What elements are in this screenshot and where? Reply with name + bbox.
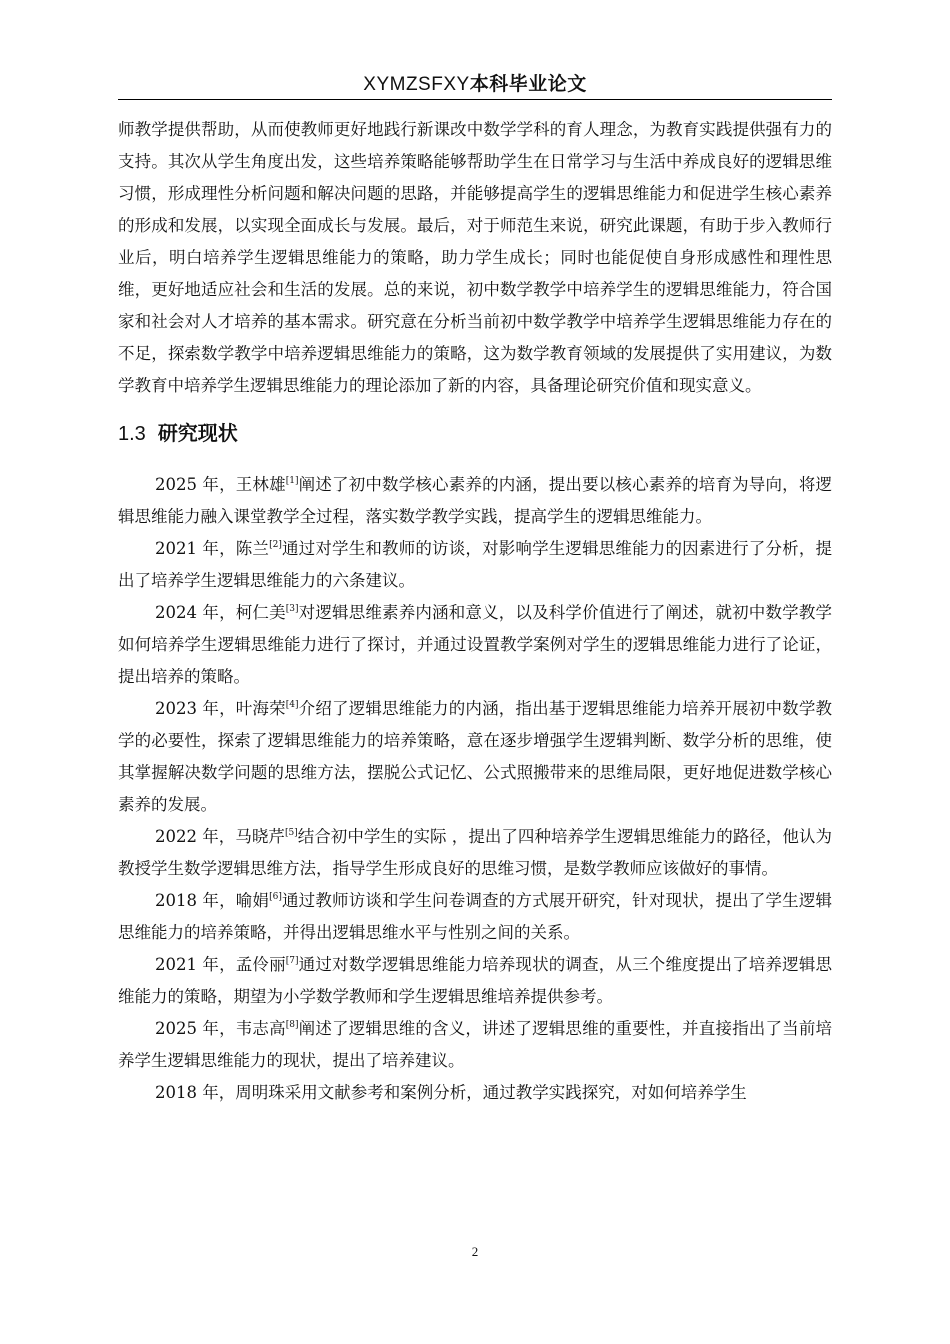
- review-lead: 2025 年，王林雄: [155, 475, 286, 494]
- section-number: 1.3: [118, 423, 146, 445]
- review-lead: 2021 年，陈兰: [155, 539, 270, 558]
- page-body: [118, 114, 832, 1109]
- review-lead: 2023 年，叶海荣: [155, 699, 286, 718]
- review-text: 结合初中学生的实际 ，提出了四种培养学生逻辑思维能力的路径，他认为教授学生数学逻辑思维方法，指导学生形成良好的思维习惯，是数学教师应该做好的事情。: [118, 827, 832, 878]
- citation-ref[interactable]: [1]: [285, 476, 299, 486]
- review-lead: 2025 年，韦志高: [155, 1019, 286, 1038]
- review-text: 阐述了初中数学核心素养的内涵，提出要以核心素养的培育为导向，将逻辑思维能力融入课堂教学全过程，落实数学教学实践，提高学生的逻辑思维能力。: [118, 475, 832, 526]
- citation-ref[interactable]: [2]: [269, 540, 282, 550]
- review-lead: 2018 年，周明珠采用文献参考和案例分析，通过教学实践探究，对如何培养学生: [155, 1083, 747, 1102]
- review-paragraph: [118, 597, 832, 693]
- section-title: 研究现状: [157, 421, 238, 445]
- review-lead: 2022 年，马晓芹: [155, 827, 285, 846]
- citation-ref[interactable]: [5]: [284, 828, 298, 838]
- citation-ref[interactable]: [7]: [285, 956, 299, 966]
- header-title: 本科毕业论文: [469, 73, 587, 95]
- header-code: XYMZSFXY: [363, 74, 470, 95]
- review-text: 通过对数学逻辑思维能力培养现状的调查，从三个维度提出了培养逻辑思维能力的策略，期望为小学数学教师和学生逻辑思维培养提供参考。: [118, 955, 832, 1006]
- review-paragraph: [118, 533, 832, 597]
- citation-ref[interactable]: [6]: [269, 892, 282, 902]
- review-paragraph: [118, 1013, 832, 1077]
- review-paragraph: [118, 949, 832, 1013]
- intro-paragraph: 师教学提供帮助，从而使教师更好地践行新课改中数学学科的育人理念，为教育实践提供强有力的支持。其次从学生角度出发，这些培养策略能够帮助学生在日常学习与生活中养成良好的逻辑思维习惯，形成理性分析问题和解决问题的思路，并能够提高学生的逻辑思维能力和促进学生核心素养的形成和发展，以实现全面成长与发展。最后，对于师范生来说，研究此课题，有助于步入教师行业后，明白培养学生逻辑思维能力的策略，助力学生成长；同时也能促使自身形成感性和理性思维，更好地适应社会和生活的发展。总的来说，初中数学教学中培养学生的逻辑思维能力，符合国家和社会对人才培养的基本需求。研究意在分析当前初中数学教学中培养学生逻辑思维能力存在的不足，探索数学教学中培养逻辑思维能力的策略，这为数学教育领域的发展提供了实用建议，为数学教育中培养学生逻辑思维能力的理论添加了新的内容，具备理论研究价值和现实意义。: [118, 120, 832, 395]
- review-lead: 2018 年，喻娟: [155, 891, 270, 910]
- review-lead: 2024 年，柯仁美: [155, 603, 286, 622]
- review-paragraph: [118, 469, 832, 533]
- review-text: 对逻辑思维素养内涵和意义，以及科学价值进行了阐述，就初中数学教学如何培养学生逻辑思维能力进行了探讨，并通过设置教学案例对学生的逻辑思维能力进行了论证，提出培养的策略。: [118, 603, 832, 686]
- section-heading: [118, 416, 832, 451]
- page-header: [118, 70, 832, 100]
- review-paragraph: [118, 885, 832, 949]
- review-text: 介绍了逻辑思维能力的内涵，指出基于逻辑思维能力培养开展初中数学教学的必要性，探索了逻辑思维能力的培养策略，意在逐步增强学生逻辑判断、数学分析的思维，使其掌握解决数学问题的思维方法，摆脱公式记忆、公式照搬带来的思维局限，更好地促进数学核心素养的发展。: [118, 699, 832, 814]
- page-number: 2: [471, 1244, 479, 1259]
- review-text: 阐述了逻辑思维的含义，讲述了逻辑思维的重要性，并直接指出了当前培养学生逻辑思维能力的现状，提出了培养建议。: [118, 1019, 832, 1070]
- review-lead: 2021 年，孟伶丽: [155, 955, 286, 974]
- review-text: 通过对学生和教师的访谈，对影响学生逻辑思维能力的因素进行了分析，提出了培养学生逻辑思维能力的六条建议。: [118, 539, 832, 590]
- citation-ref[interactable]: [4]: [285, 700, 299, 710]
- review-text: 通过教师访谈和学生问卷调查的方式展开研究，针对现状，提出了学生逻辑思维能力的培养策略，并得出逻辑思维水平与性别之间的关系。: [118, 891, 832, 942]
- review-paragraph: [118, 1077, 832, 1109]
- citation-ref[interactable]: [8]: [285, 1020, 299, 1030]
- review-paragraph: [118, 821, 832, 885]
- citation-ref[interactable]: [3]: [285, 604, 299, 614]
- review-paragraph: [118, 693, 832, 821]
